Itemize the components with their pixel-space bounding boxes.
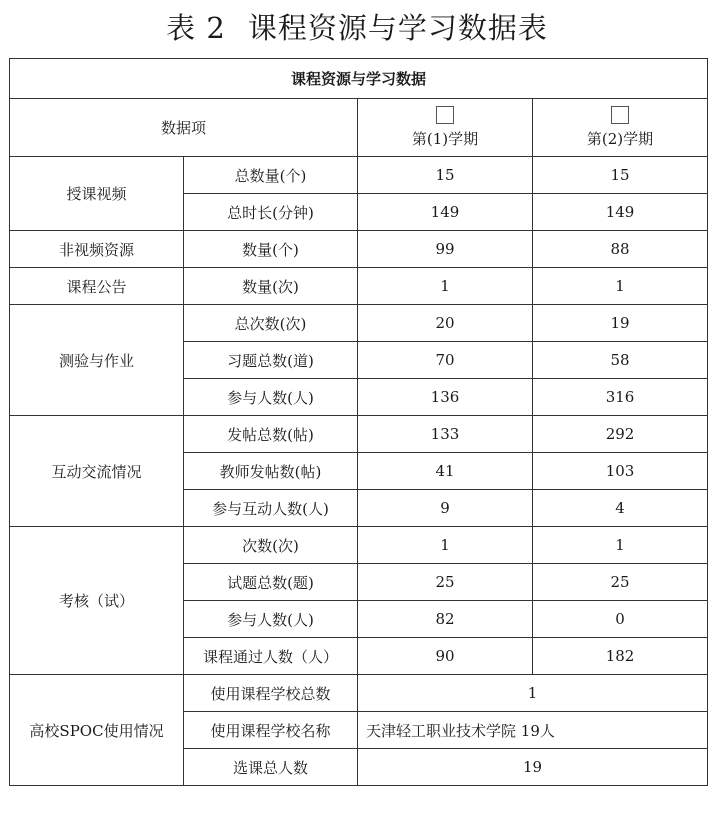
merged-value: 天津轻工职业技术学院 19人 [358, 712, 708, 749]
term2-value: 1 [533, 268, 708, 305]
term2-value: 292 [533, 416, 708, 453]
caption-title: 课程资源与学习数据表 [247, 11, 548, 45]
row-label: 使用课程学校名称 [184, 712, 358, 749]
group-label: 考核（试） [10, 527, 184, 675]
term1-value: 41 [358, 453, 533, 490]
row-label: 习题总数(道) [184, 342, 358, 379]
group-label: 非视频资源 [10, 231, 184, 268]
term1-value: 133 [358, 416, 533, 453]
header-term2 [533, 99, 708, 157]
row-label: 次数(次) [184, 527, 358, 564]
term1-value: 99 [358, 231, 533, 268]
term2-value: 149 [533, 194, 708, 231]
term2-value: 182 [533, 638, 708, 675]
row-label: 选课总人数 [184, 749, 358, 786]
term2-value: 88 [533, 231, 708, 268]
data-table [9, 58, 708, 786]
header-item: 数据项 [10, 99, 358, 157]
table-row [10, 305, 708, 342]
group-label: 测验与作业 [10, 305, 184, 416]
table-row [10, 416, 708, 453]
row-label: 数量(个) [184, 231, 358, 268]
row-label: 试题总数(题) [184, 564, 358, 601]
checkbox-icon [436, 106, 454, 124]
table-caption [0, 6, 714, 47]
header-term1 [358, 99, 533, 157]
merged-value: 19 [358, 749, 708, 786]
table-row [10, 268, 708, 305]
merged-value: 1 [358, 675, 708, 712]
group-label: 授课视频 [10, 157, 184, 231]
table-row [10, 231, 708, 268]
term1-value: 90 [358, 638, 533, 675]
row-label: 参与人数(人) [184, 601, 358, 638]
term2-value: 15 [533, 157, 708, 194]
row-label: 教师发帖数(帖) [184, 453, 358, 490]
term2-value: 316 [533, 379, 708, 416]
term2-value: 25 [533, 564, 708, 601]
caption-number: 表 2 [166, 11, 226, 45]
row-label: 发帖总数(帖) [184, 416, 358, 453]
table-title: 课程资源与学习数据 [10, 59, 708, 99]
term2-value: 58 [533, 342, 708, 379]
term1-value: 136 [358, 379, 533, 416]
table-row [10, 157, 708, 194]
term2-value: 103 [533, 453, 708, 490]
table-row [10, 675, 708, 712]
row-label: 课程通过人数（人） [184, 638, 358, 675]
group-label: 课程公告 [10, 268, 184, 305]
row-label: 参与人数(人) [184, 379, 358, 416]
group-label: 互动交流情况 [10, 416, 184, 527]
term1-value: 1 [358, 268, 533, 305]
term2-value: 1 [533, 527, 708, 564]
row-label: 总数量(个) [184, 157, 358, 194]
group-label: 高校SPOC使用情况 [10, 675, 184, 786]
checkbox-icon [611, 106, 629, 124]
row-label: 参与互动人数(人) [184, 490, 358, 527]
term2-value: 19 [533, 305, 708, 342]
row-label: 总次数(次) [184, 305, 358, 342]
term1-value: 9 [358, 490, 533, 527]
term1-value: 82 [358, 601, 533, 638]
row-label: 总时长(分钟) [184, 194, 358, 231]
row-label: 数量(次) [184, 268, 358, 305]
table-row [10, 527, 708, 564]
header-term1-label: 第(1)学期 [411, 130, 479, 148]
term1-value: 149 [358, 194, 533, 231]
term1-value: 70 [358, 342, 533, 379]
row-label: 使用课程学校总数 [184, 675, 358, 712]
term2-value: 4 [533, 490, 708, 527]
header-term2-label: 第(2)学期 [586, 130, 654, 148]
term1-value: 20 [358, 305, 533, 342]
term1-value: 1 [358, 527, 533, 564]
term1-value: 15 [358, 157, 533, 194]
term1-value: 25 [358, 564, 533, 601]
term2-value: 0 [533, 601, 708, 638]
